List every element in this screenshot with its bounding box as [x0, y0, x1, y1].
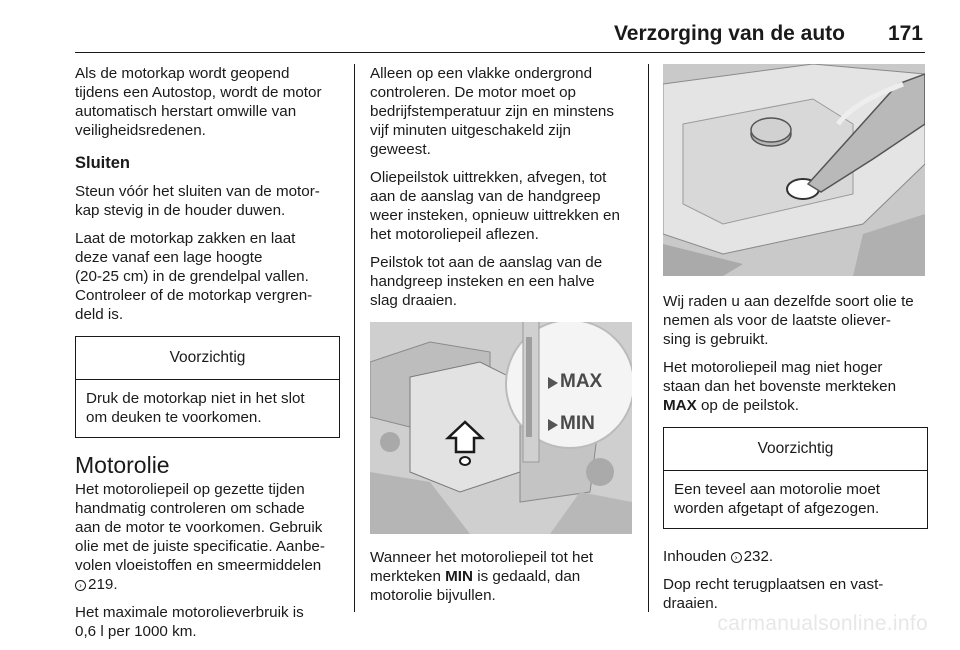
capacity-reference[interactable]: Inhouden › 232. [663, 548, 774, 565]
sluiten-paragraph-2: Laat de motorkap zakken en laat deze vanaf een lage hoogte (20-25 cm) in de grendelpal vallen. Controleer of de motorkap vergren- deld is. [75, 230, 313, 323]
warning-box [663, 427, 928, 529]
page-number: 171 [887, 22, 923, 45]
check-paragraph-1: Alleen op een vlakke ondergrond controleren. De motor moet op bedrijfstemperatuur zijn en minstens vijf minuten uitgeschakeld zijn geweest. [370, 65, 614, 158]
column-middle [370, 64, 635, 614]
header-rule [75, 52, 925, 53]
column-divider [354, 64, 355, 612]
warning-text: Een teveel aan motorolie moet worden afgetapt of afgezogen. [674, 481, 880, 517]
sluiten-paragraph-1: Steun vóór het sluiten van de motor- kap stevig in de houder duwen. [75, 183, 320, 219]
warning-title: Voorzichtig [664, 428, 927, 471]
warning-title: Voorzichtig [76, 337, 339, 380]
column-divider [648, 64, 649, 612]
min-mark-text: MIN [445, 568, 473, 585]
cap-paragraph: Dop recht terugplaatsen en vast- draaien. [663, 576, 884, 612]
dipstick-max-label: MAX [560, 371, 603, 392]
engine-oil-filler-drawing [663, 64, 925, 276]
column-right [663, 64, 928, 622]
oil-level-paragraph: Het motoroliepeil mag niet hoger staan dan het bovenste merkteken MAX op de peilstok. [663, 359, 897, 414]
check-paragraph-2: Oliepeilstok uittrekken, afvegen, tot aan de aanslag van de handgreep weer insteken, opnieuw uittrekken en het motoroliepeil aflezen. [370, 169, 620, 243]
autostop-paragraph: Als de motorkap wordt geopend tijdens een Autostop, wordt de motor automatisch herstart omwille van veiligheidsredenen. [75, 65, 322, 139]
watermark: carmanualsonline.info [717, 612, 928, 635]
page-reference[interactable]: › 219. [75, 575, 340, 594]
reference-arrow-icon: › [731, 552, 742, 563]
page-header [75, 22, 925, 50]
dipstick-illustration [370, 322, 632, 534]
motorolie-paragraph: Het motoroliepeil op gezette tijden handmatig controleren om schade aan de motor te voorkomen. Gebruik olie met de juiste specificatie. Aanbe- volen vloeistoffen en smeermiddelen › 219. [75, 480, 340, 594]
page-title: Verzorging van de auto [613, 22, 845, 45]
check-paragraph-3: Peilstok tot aan de aanslag van de handgreep insteken en een halve slag draaien. [370, 254, 603, 309]
dipstick-min-label: MIN [560, 413, 595, 434]
oil-filling-illustration [663, 64, 925, 276]
consumption-paragraph: Het maximale motorolieverbruik is 0,6 l per 1000 km. [75, 604, 304, 640]
warning-text: Druk de motorkap niet in het slot om deuken te voorkomen. [86, 390, 305, 426]
oil-type-paragraph: Wij raden u aan dezelfde soort olie te nemen als voor de laatste oliever- sing is gebruikt. [663, 293, 914, 348]
refill-paragraph: Wanneer het motoroliepeil tot het merkteken MIN is gedaald, dan motorolie bijvullen. [370, 549, 594, 604]
max-mark-text: MAX [663, 397, 697, 414]
column-left [75, 64, 340, 650]
section-heading-sluiten: Sluiten [75, 154, 131, 172]
section-heading-motorolie: Motorolie [75, 452, 170, 478]
warning-box [75, 336, 340, 438]
reference-arrow-icon: › [75, 580, 86, 591]
